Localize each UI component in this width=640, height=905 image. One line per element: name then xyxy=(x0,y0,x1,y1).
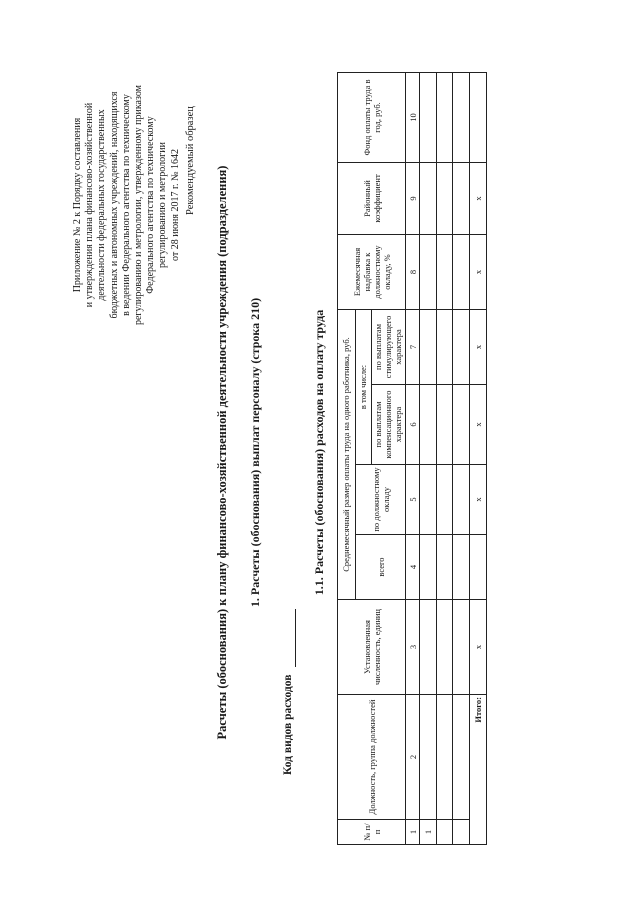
table-cell[interactable] xyxy=(436,309,453,384)
total-cell: х xyxy=(470,465,487,535)
col-number: 4 xyxy=(406,535,420,600)
header-stimulus: по выплатам стимулирующего характера xyxy=(371,309,406,384)
table-cell[interactable] xyxy=(419,465,436,535)
table-cell[interactable] xyxy=(436,600,453,695)
total-cell: х xyxy=(470,309,487,384)
header-compensation: по выплатам компенсационного характера xyxy=(371,385,406,465)
col-number: 8 xyxy=(406,234,420,309)
total-cell: х xyxy=(470,385,487,465)
col-number: 10 xyxy=(406,72,420,162)
table-cell[interactable] xyxy=(453,72,470,162)
table-cell[interactable] xyxy=(453,385,470,465)
total-cell[interactable] xyxy=(470,535,487,600)
appendix-line: регулированию и метрологии xyxy=(157,142,169,268)
table-cell[interactable] xyxy=(419,600,436,695)
table-cell[interactable] xyxy=(453,234,470,309)
row-number xyxy=(436,820,453,845)
table-cell[interactable] xyxy=(436,535,453,600)
table-cell[interactable] xyxy=(419,385,436,465)
table-cell[interactable] xyxy=(453,309,470,384)
appendix-line: бюджетных и автономных учреждений, находящихся xyxy=(108,91,120,319)
table-cell[interactable] xyxy=(419,72,436,162)
header-avg-salary: Среднемесячный размер оплаты труда на одного работника, руб. xyxy=(338,309,356,599)
header-total: всего xyxy=(355,535,405,600)
kod-label: Код видов расходов xyxy=(282,674,294,775)
table-cell[interactable] xyxy=(436,695,453,820)
col-number: 1 xyxy=(406,820,420,845)
table-cell[interactable] xyxy=(453,535,470,600)
table-cell[interactable] xyxy=(419,162,436,234)
row-number: 1 xyxy=(419,820,436,845)
total-cell: х xyxy=(470,234,487,309)
table-cell[interactable] xyxy=(453,465,470,535)
header-payroll-fund: Фонд оплаты труда в год, руб. xyxy=(338,72,406,162)
table-cell[interactable] xyxy=(436,72,453,162)
section-1-1-title: 1.1. Расчеты (обоснования) расходов на оплату труда xyxy=(312,309,326,596)
header-monthly-bonus: Ежемесячная надбавка к должностному окладу, % xyxy=(338,234,406,309)
table-cell[interactable] xyxy=(453,600,470,695)
appendix-line: в ведении Федерального агентства по техническому xyxy=(120,94,132,316)
appendix-line: деятельности федеральных государственных xyxy=(96,109,108,301)
total-cell: х xyxy=(470,162,487,234)
col-number: 5 xyxy=(406,465,420,535)
kod-input-line xyxy=(295,609,296,667)
header-including: в том числе: xyxy=(355,309,371,464)
total-cell[interactable] xyxy=(470,72,487,162)
section-1-title: 1. Расчеты (обоснования) выплат персоналу (строка 210) xyxy=(248,297,262,608)
appendix-line: Федерального агентства по техническому xyxy=(145,116,157,294)
table-cell[interactable] xyxy=(436,385,453,465)
table-cell[interactable] xyxy=(436,234,453,309)
header-district-coef: Районный коэффициент xyxy=(338,162,406,234)
table-cell[interactable] xyxy=(419,234,436,309)
appendix-line: регулированию и метрологии, утвержденному приказом xyxy=(133,84,145,326)
col-number: 6 xyxy=(406,385,420,465)
col-number: 9 xyxy=(406,162,420,234)
appendix-line: и утверждения плана финансово-хозяйственной xyxy=(84,102,96,308)
sample-label: Рекомендуемый образец xyxy=(185,106,196,215)
total-label: Итого: xyxy=(470,695,487,845)
payroll-table xyxy=(337,72,487,845)
row-number xyxy=(453,820,470,845)
header-position: Должность, группа должностей xyxy=(338,695,406,820)
col-number: 2 xyxy=(406,695,420,820)
table-cell[interactable] xyxy=(419,535,436,600)
table-cell[interactable] xyxy=(436,465,453,535)
appendix-line: от 28 июня 2017 г. № 1642 xyxy=(169,148,181,262)
header-by-salary: по должностному окладу xyxy=(355,465,405,535)
table-cell[interactable] xyxy=(419,695,436,820)
table-cell[interactable] xyxy=(453,695,470,820)
table-cell[interactable] xyxy=(419,309,436,384)
table-cell[interactable] xyxy=(436,162,453,234)
col-number: 3 xyxy=(406,600,420,695)
table-row xyxy=(436,72,453,844)
total-row xyxy=(470,72,487,844)
col-number: 7 xyxy=(406,309,420,384)
appendix-note xyxy=(72,80,182,330)
header-headcount: Установленная численность, единиц xyxy=(338,600,406,695)
appendix-line: Приложение № 2 к Порядку составления xyxy=(72,117,83,293)
header-num: № п/п xyxy=(338,820,406,845)
table-row xyxy=(419,72,436,844)
table-row xyxy=(453,72,470,844)
total-cell: х xyxy=(470,600,487,695)
table-cell[interactable] xyxy=(453,162,470,234)
document-title: Расчеты (обоснования) к плану финансово-хозяйственной деятельности учреждения (подразделения) xyxy=(215,165,229,740)
